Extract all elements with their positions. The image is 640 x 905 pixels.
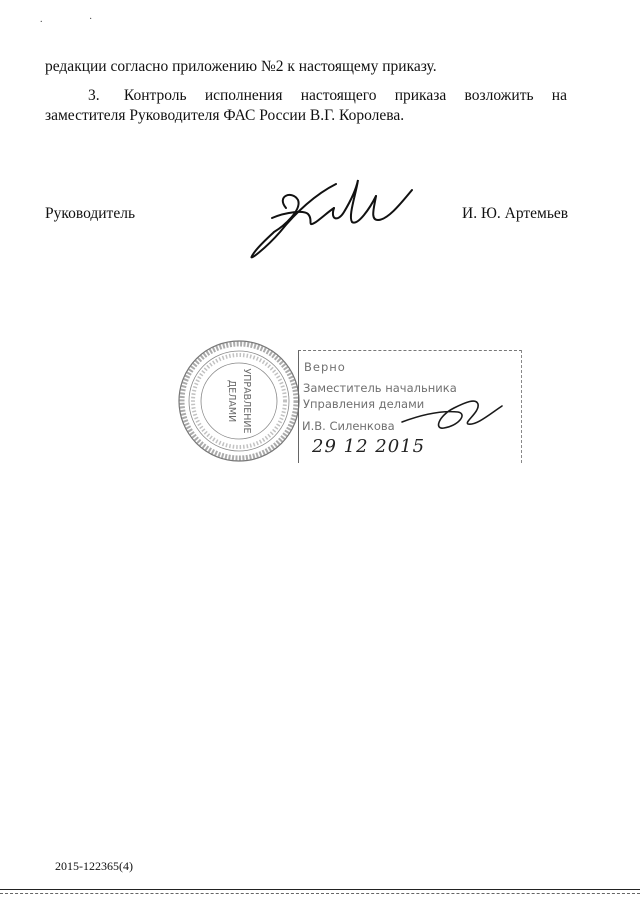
item-word: настоящего	[300, 87, 377, 104]
page-bottom-rule	[0, 889, 640, 890]
body-line-item-3	[45, 86, 567, 106]
item-word: на	[551, 87, 567, 104]
official-seal	[174, 336, 304, 466]
page-bottom-rule	[0, 893, 640, 894]
scan-specks: . ·	[40, 14, 115, 25]
item-word: исполнения	[204, 87, 283, 104]
seal-center-text: ДЕЛАМИ	[226, 379, 237, 423]
signer-role: Руководитель	[45, 205, 136, 222]
handwritten-signature	[246, 168, 416, 268]
certifier-signature	[398, 392, 508, 440]
stamp-certifier: И.В. Силенкова	[302, 419, 395, 433]
item-word: Контроль	[123, 87, 187, 104]
stamp-position-2: Управления делами	[303, 397, 425, 411]
body-line-3: заместителя Руководителя ФАС России В.Г. Королева.	[45, 107, 405, 124]
stamp-position-1: Заместитель начальника	[303, 381, 457, 395]
item-word: возложить	[464, 87, 534, 104]
seal-center-text: УПРАВЛЕНИЕ	[241, 368, 252, 434]
handwritten-date: 29 12 2015	[312, 436, 426, 457]
stamp-header: Верно	[304, 360, 346, 374]
item-word: приказа	[394, 87, 447, 104]
signer-name: И. Ю. Артемьев	[462, 205, 569, 222]
body-line-1: редакции согласно приложению №2 к настоящему приказу.	[45, 58, 437, 75]
document-number: 2015-122365(4)	[55, 859, 133, 873]
item-number: 3.	[88, 87, 100, 104]
